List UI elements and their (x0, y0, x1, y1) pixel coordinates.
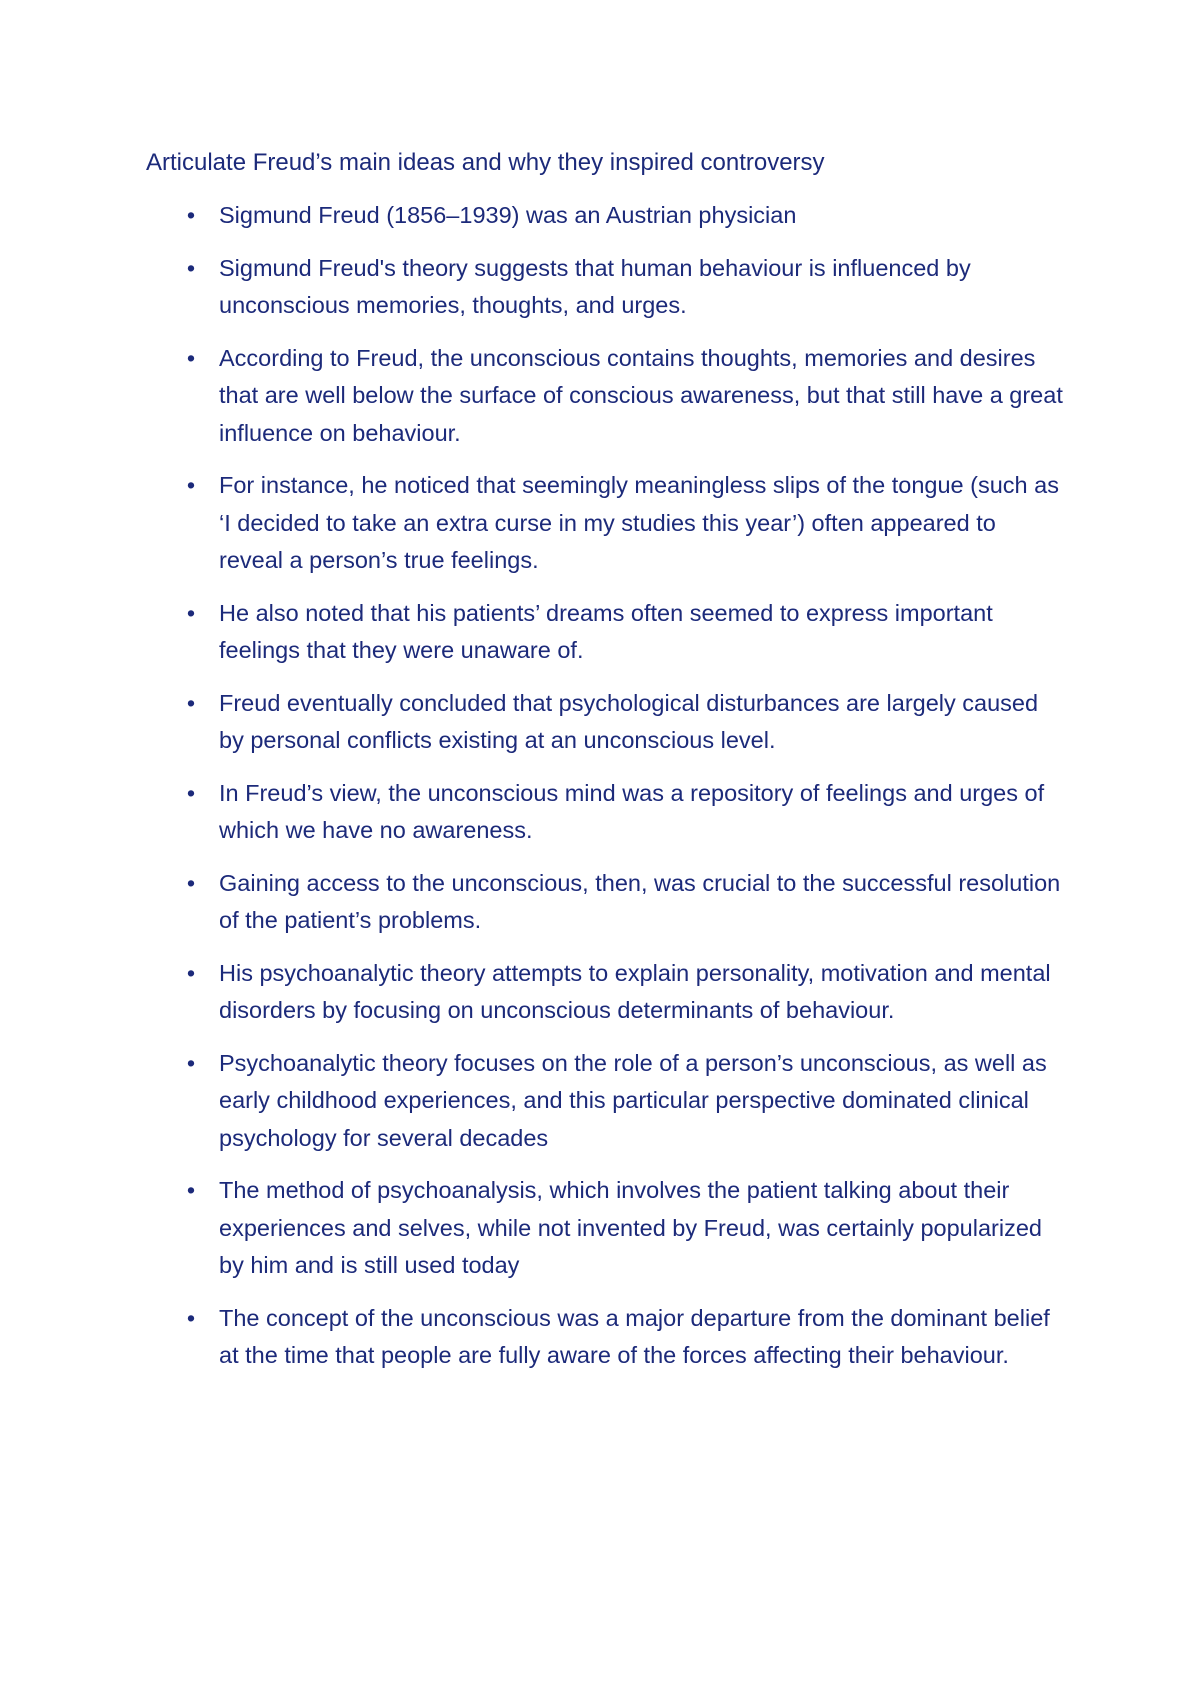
list-item (146, 340, 1066, 453)
list-item-text: The concept of the unconscious was a major departure from the dominant belief at the time that people are fully aware of the forces affecting their behaviour. (219, 1304, 1050, 1368)
list-item (146, 250, 1066, 325)
list-item (146, 775, 1066, 850)
list-item-text: Sigmund Freud's theory suggests that human behaviour is influenced by unconscious memories, thoughts, and urges. (219, 254, 971, 318)
document-title: Articulate Freud’s main ideas and why they inspired controversy (146, 149, 825, 176)
bullet-icon: • (186, 202, 196, 228)
list-item-text: Gaining access to the unconscious, then, was crucial to the successful resolution of the patient’s problems. (219, 869, 1061, 933)
bullet-icon: • (186, 599, 196, 626)
list-item (146, 1300, 1066, 1375)
bullet-icon: • (186, 1304, 196, 1331)
bullet-icon: • (186, 959, 196, 986)
list-item (146, 467, 1066, 580)
bullet-icon: • (186, 1049, 196, 1076)
bullet-icon: • (186, 689, 196, 716)
bullet-icon: • (186, 254, 196, 281)
list-item-text: For instance, he noticed that seemingly meaningless slips of the tongue (such as ‘I decided to take an extra curse in my studies this year’) often appeared to reveal a person’s true feelings. (219, 472, 1059, 573)
list-item (146, 955, 1066, 1030)
list-item-text: His psychoanalytic theory attempts to explain personality, motivation and mental disorders by focusing on unconscious determinants of behaviour. (219, 959, 1051, 1023)
list-item-text: In Freud’s view, the unconscious mind was a repository of feelings and urges of which we have no awareness. (219, 779, 1045, 843)
list-item (146, 197, 1066, 235)
list-item-text: Sigmund Freud (1856–1939) was an Austrian physician (219, 202, 797, 228)
document-body (146, 145, 1066, 1390)
list-item (146, 1172, 1066, 1285)
bullet-icon: • (186, 1177, 196, 1203)
list-item (146, 595, 1066, 670)
list-item-text: Psychoanalytic theory focuses on the role of a person’s unconscious, as well as early childhood experiences, and this particular perspective dominated clinical psychology for several decades (219, 1049, 1047, 1151)
bullet-list (146, 197, 1066, 1375)
list-item (146, 865, 1066, 940)
list-item-text: According to Freud, the unconscious contains thoughts, memories and desires that are well below the surface of conscious awareness, but that still have a great influence on behaviour. (219, 344, 1063, 446)
list-item-text: The method of psychoanalysis, which involves the patient talking about their experiences and selves, while not invented by Freud, was certainly popularized by him and is still used today (219, 1177, 1042, 1278)
list-item-text: Freud eventually concluded that psychological disturbances are largely caused by personal conflicts existing at an unconscious level. (219, 689, 1039, 753)
list-item-text: He also noted that his patients’ dreams often seemed to express important feelings that they were unaware of. (219, 599, 993, 663)
bullet-icon: • (186, 472, 196, 498)
list-item (146, 685, 1066, 760)
bullet-icon: • (186, 869, 196, 896)
bullet-icon: • (186, 344, 196, 371)
list-item (146, 1045, 1066, 1158)
bullet-icon: • (186, 779, 196, 806)
